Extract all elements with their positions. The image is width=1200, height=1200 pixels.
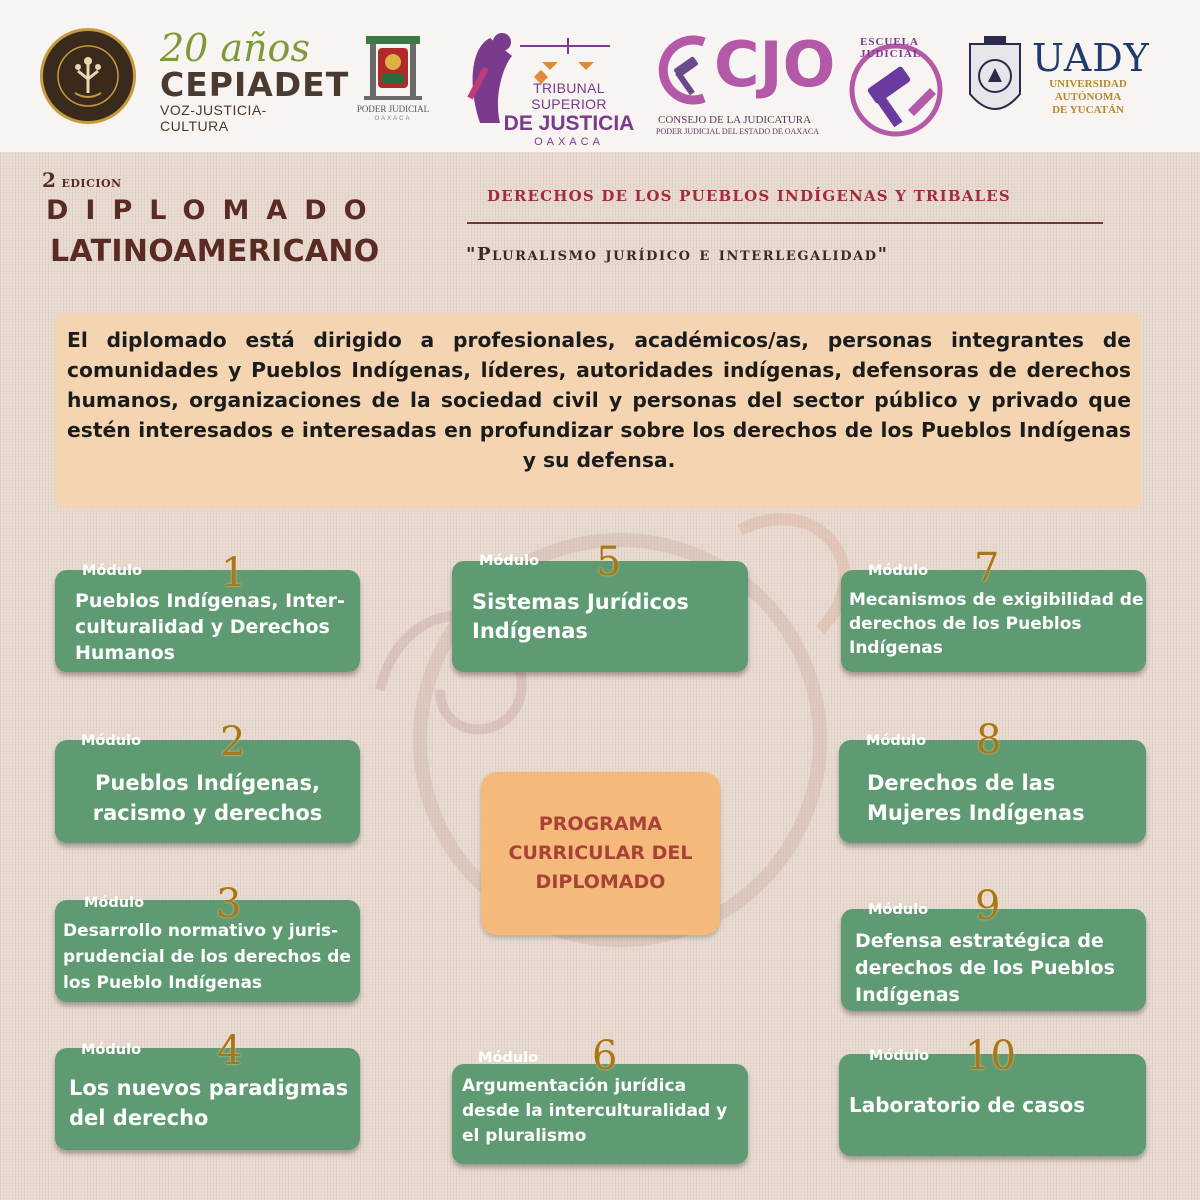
divider-rule <box>467 222 1103 224</box>
uady-line-2: AUTÓNOMA <box>1054 91 1122 103</box>
tribunal-name <box>498 80 640 148</box>
program-box: PROGRAMA CURRICULAR DEL DIPLOMADO <box>481 772 720 935</box>
module-number: 2 <box>220 719 246 765</box>
module-number: 7 <box>974 545 1000 591</box>
module-title: Derechos de las Mujeres Indígenas <box>867 771 1085 825</box>
tribunal-line-1: TRIBUNAL SUPERIOR <box>531 80 607 112</box>
poder-judicial-name: PODER JUDICIAL <box>356 104 430 114</box>
module-label: Módulo <box>82 563 143 579</box>
module-title: Pueblos Indígenas, Inter-culturalidad y Derechos Humanos <box>75 590 345 664</box>
module-number: 9 <box>975 883 1001 929</box>
uady-name: UADY <box>1032 36 1150 80</box>
cepiadet-motto: VOZ-JUSTICIA-CULTURA <box>160 102 267 134</box>
module-title: Laboratorio de casos <box>849 1093 1086 1117</box>
module-label: Módulo <box>478 1050 539 1066</box>
module-card-2 <box>55 740 360 843</box>
module-card-1 <box>55 570 360 672</box>
module-title: Defensa estratégica de derechos de los Pueblos Indígenas <box>855 930 1115 1006</box>
module-card-3 <box>55 900 360 1002</box>
module-number: 8 <box>976 717 1002 763</box>
poder-judicial-logo <box>352 30 434 130</box>
subtitle: "Pluralismo jurídico e interlegalidad" <box>466 244 889 265</box>
tribunal-line-2: DE JUSTICIA <box>503 112 635 135</box>
module-label: Módulo <box>869 1048 930 1064</box>
module-number: 4 <box>217 1028 243 1074</box>
escuela-judicial-logo <box>838 30 954 140</box>
module-number: 1 <box>221 550 247 596</box>
module-title: Desarrollo normativo y juris-prudencial de los derechos de los Pueblo Indígenas <box>63 921 351 993</box>
module-title: Pueblos Indígenas, racismo y derechos <box>92 771 323 825</box>
cjo-monogram: CJO <box>714 28 836 101</box>
cjo-line-2: PODER JUDICIAL DEL ESTADO DE OAXACA <box>656 127 819 136</box>
module-title: Mecanismos de exigibilidad de derechos de los Pueblos Indígenas <box>849 590 1144 658</box>
uady-wordmark <box>1032 38 1182 117</box>
module-card-4 <box>55 1048 360 1150</box>
consejo-judicatura-logo <box>652 28 836 140</box>
diplomado-title: DIPLOMADO <box>46 195 384 226</box>
module-label: Módulo <box>84 895 145 911</box>
cepiadet-wordmark <box>160 26 350 134</box>
edition-word: EDICION <box>61 177 122 190</box>
module-card-6 <box>452 1064 748 1164</box>
module-number: 5 <box>596 539 622 585</box>
subject-heading: DERECHOS DE LOS PUEBLOS INDÍGENAS Y TRIBALES <box>487 187 1011 205</box>
module-label: Módulo <box>866 733 927 749</box>
module-title: Argumentación jurídica desde la interculturalidad y el pluralismo <box>462 1076 728 1146</box>
tribunal-superior-logo <box>450 28 640 148</box>
module-label: Módulo <box>868 902 929 918</box>
cepiadet-seal-logo <box>40 28 136 124</box>
edition-label <box>42 168 122 192</box>
module-label: Módulo <box>479 553 540 569</box>
uady-line-1: UNIVERSIDAD <box>1049 78 1127 90</box>
module-title: Sistemas Jurídicos Indígenas <box>472 590 689 643</box>
module-label: Módulo <box>868 563 929 579</box>
uady-line-3: DE YUCATÁN <box>1052 104 1124 116</box>
module-number: 3 <box>216 881 242 927</box>
cepiadet-anniversary: 20 años <box>160 26 310 70</box>
cjo-line-1: CONSEJO DE LA JUDICATURA <box>658 114 812 126</box>
uady-seal-logo <box>964 34 1026 126</box>
module-number: 6 <box>592 1033 618 1079</box>
tribunal-line-3: OAXACA <box>534 136 604 148</box>
logo-header-strip <box>0 0 1200 152</box>
module-label: Módulo <box>81 733 142 749</box>
cepiadet-name: CEPIADET <box>160 65 350 104</box>
escuela-judicial-text: ESCUELA JUDICIAL <box>860 36 922 60</box>
module-label: Módulo <box>81 1042 142 1058</box>
intro-paragraph: El diplomado está dirigido a profesionales, académicos/as, personas integrantes de comunidades y Pueblos Indígenas, líderes, autoridades indígenas, defensoras de derechos humanos, organizaciones de la sociedad civil y personas del sector público y privado que estén interesados e interesadas en profundizar sobre los derechos de los Pueblos Indígenas y su defensa. <box>55 313 1141 509</box>
poder-judicial-state: OAXACA <box>374 116 412 122</box>
latinoamericano-title: LATINOAMERICANO <box>50 234 380 269</box>
module-title: Los nuevos paradigmas del derecho <box>69 1076 349 1130</box>
edition-number: 2 <box>42 168 56 192</box>
module-number: 10 <box>965 1033 1016 1079</box>
